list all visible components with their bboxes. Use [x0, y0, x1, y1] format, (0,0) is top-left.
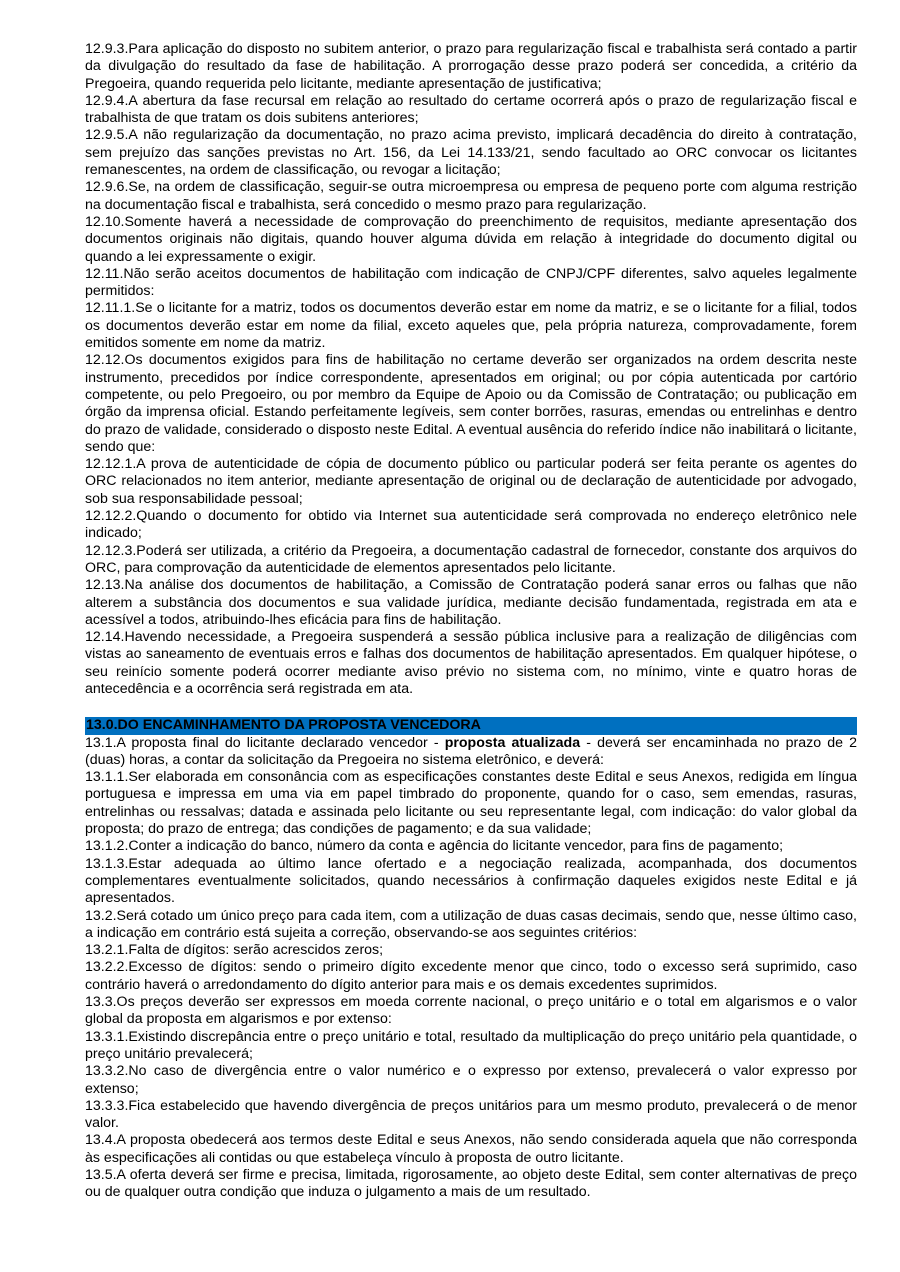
paragraph-13-2-1: 13.2.1.Falta de dígitos: serão acrescidos zeros;	[85, 942, 384, 959]
paragraph-13-3: 13.3.Os preços deverão ser expressos em moeda corrente nacional, o preço unitário e o total em algarismos e o valor global da proposta em algarismos e por extenso:	[85, 994, 857, 1028]
paragraph-13-1-bold: proposta atualizada	[444, 734, 581, 751]
paragraph-12-9-4: 12.9.4.A abertura da fase recursal em relação ao resultado do certame ocorrerá após o prazo de regularização fiscal e trabalhista de que tratam os dois subitens anteriores;	[85, 92, 857, 127]
paragraph-13-3-2: 13.3.2.No caso de divergência entre o valor numérico e o expresso por extenso, prevalecerá o valor expresso por extenso;	[85, 1063, 857, 1097]
paragraph-13-3-3: 13.3.3.Fica estabelecido que havendo divergência de preços unitários para um mesmo produto, prevalecerá o de menor valor.	[85, 1097, 857, 1132]
paragraph-12-12-3: 12.12.3.Poderá ser utilizada, a critério da Pregoeira, a documentação cadastral de fornecedor, constante dos arquivos do ORC, para comprovação da autenticidade de elementos apresentados pelo licitante.	[85, 542, 857, 576]
paragraph-13-1-1: 13.1.1.Ser elaborada em consonância com as especificações constantes deste Edital e seus Anexos, redigida em língua portuguesa e impressa em uma via em papel timbrado do proponente, quando for o caso, sem emendas, rasuras, entrelinhas ou ressalvas; datada e assinada pelo licitante ou seu representante legal, com indicação: do valor global da proposta; do prazo de entrega; das condições de pagamento; e da sua validade;	[85, 769, 857, 838]
paragraph-12-12: 12.12.Os documentos exigidos para fins de habilitação no certame deverão ser organizados na ordem descrita neste instrumento, precedidos por índice correspondente, apresentados em original; ou por cópia autenticada por cartório competente, ou pelo Pregoeiro, ou por membro da Equipe de Apoio ou da Comissão de Contratação; ou publicação em órgão da imprensa oficial. Estando perfeitamente legíveis, sem conter borrões, rasuras, emendas ou entrelinhas e dentro do prazo de validade, considerado o disposto neste Edital. A eventual ausência do referido índice não inabilitará o licitante, sendo que:	[85, 352, 857, 455]
paragraph-12-11-1: 12.11.1.Se o licitante for a matriz, todos os documentos deverão estar em nome da matriz, e se o licitante for a filial, todos os documentos deverão estar em nome da filial, exceto aqueles que, pela própria natureza, comprovadamente, forem emitidos somente em nome da matriz.	[85, 300, 857, 352]
section-13-heading: 13.0.DO ENCAMINHAMENTO DA PROPOSTA VENCEDORA	[85, 717, 857, 734]
paragraph-13-1-start: 13.1.A proposta final do licitante declarado vencedor -	[85, 734, 445, 751]
paragraph-12-14: 12.14.Havendo necessidade, a Pregoeira suspenderá a sessão pública inclusive para a realização de diligências com vistas ao saneamento de eventuais erros e falhas dos documentos de habilitação apresentados. Em qualquer hipótese, o seu reinício somente poderá ocorrer mediante aviso prévio no sistema com, no mínimo, vinte e quatro horas de antecedência e a ocorrência será registrada em ata.	[85, 629, 857, 697]
paragraph-12-12-1: 12.12.1.A prova de autenticidade de cópia de documento público ou particular poderá ser feita perante os agentes do ORC relacionados no item anterior, mediante apresentação de original ou de declaração de autenticidade por advogado, sob sua responsabilidade pessoal;	[85, 456, 857, 507]
paragraph-13-4: 13.4.A proposta obedecerá aos termos deste Edital e seus Anexos, não sendo considerada aquela que não corresponda às especificações ali contidas ou que estabeleça vínculo à proposta de outro licitante.	[85, 1132, 857, 1166]
paragraph-12-9-5: 12.9.5.A não regularização da documentação, no prazo acima previsto, implicará decadência do direito à contratação, sem prejuízo das sanções previstas no Art. 156, da Lei 14.133/21, sendo facultado ao ORC convocar os licitantes remanescentes, na ordem de classificação, ou revogar a licitação;	[85, 127, 857, 179]
document-page	[85, 41, 857, 1202]
paragraph-13-2: 13.2.Será cotado um único preço para cada item, com a utilização de duas casas decimais, sendo que, nesse último caso, a indicação em contrário está sujeita a correção, observando-se aos seguintes critérios:	[85, 907, 857, 941]
paragraph-13-3-1: 13.3.1.Existindo discrepância entre o preço unitário e total, resultado da multiplicação do preço unitário pela quantidade, o preço unitário prevalecerá;	[85, 1028, 857, 1062]
section-spacer	[85, 698, 857, 717]
paragraph-13-1-end: - deverá ser encaminhada no prazo de 2 (duas) horas, a contar da solicitação da Pregoeira no sistema eletrônico, e deverá:	[85, 734, 857, 768]
paragraph-12-11: 12.11.Não serão aceitos documentos de habilitação com indicação de CNPJ/CPF diferentes, salvo aqueles legalmente permitidos:	[85, 265, 857, 300]
paragraph-13-2-2: 13.2.2.Excesso de dígitos: sendo o primeiro dígito excedente menor que cinco, todo o excesso será suprimido, caso contrário haverá o arredondamento do dígito anterior para mais e os demais excedentes suprimidos.	[85, 959, 857, 993]
paragraph-13-1-3: 13.1.3.Estar adequada ao último lance ofertado e a negociação realizada, acompanhada, dos documentos complementares eventualmente solicitados, quando necessários à confirmação daqueles exigidos neste Edital e já apresentados.	[85, 855, 857, 907]
paragraph-12-9-3: 12.9.3.Para aplicação do disposto no subitem anterior, o prazo para regularização fiscal e trabalhista será contado a partir da divulgação do resultado da fase de habilitação. A prorrogação desse prazo poderá ser concedida, a critério da Pregoeira, quando requerida pelo licitante, mediante apresentação de justificativa;	[85, 41, 857, 92]
paragraph-12-13: 12.13.Na análise dos documentos de habilitação, a Comissão de Contratação poderá sanar erros ou falhas que não alterem a substância dos documentos e sua validade jurídica, mediante decisão fundamentada, registrada em ata e acessível a todos, atribuindo-lhes eficácia para fins de habilitação.	[85, 577, 857, 628]
paragraph-12-10: 12.10.Somente haverá a necessidade de comprovação do preenchimento de requisitos, mediante apresentação dos documentos originais não digitais, quando houver alguma dúvida em relação à integridade do documento digital ou quando a lei expressamente o exigir.	[85, 213, 857, 265]
paragraph-13-1-2: 13.1.2.Conter a indicação do banco, número da conta e agência do licitante vencedor, para fins de pagamento;	[85, 838, 784, 855]
paragraph-13-5: 13.5.A oferta deverá ser firme e precisa, limitada, rigorosamente, ao objeto deste Edital, sem conter alternativas de preço ou de qualquer outra condição que induza o julgamento a mais de um resultado.	[85, 1167, 857, 1201]
paragraph-12-9-6: 12.9.6.Se, na ordem de classificação, seguir-se outra microempresa ou empresa de pequeno porte com alguma restrição na documentação fiscal e trabalhista, será concedido o mesmo prazo para regularização.	[85, 179, 857, 213]
paragraph-13-1	[85, 735, 857, 770]
paragraph-12-12-2: 12.12.2.Quando o documento for obtido via Internet sua autenticidade será comprovada no endereço eletrônico nele indicado;	[85, 508, 857, 542]
